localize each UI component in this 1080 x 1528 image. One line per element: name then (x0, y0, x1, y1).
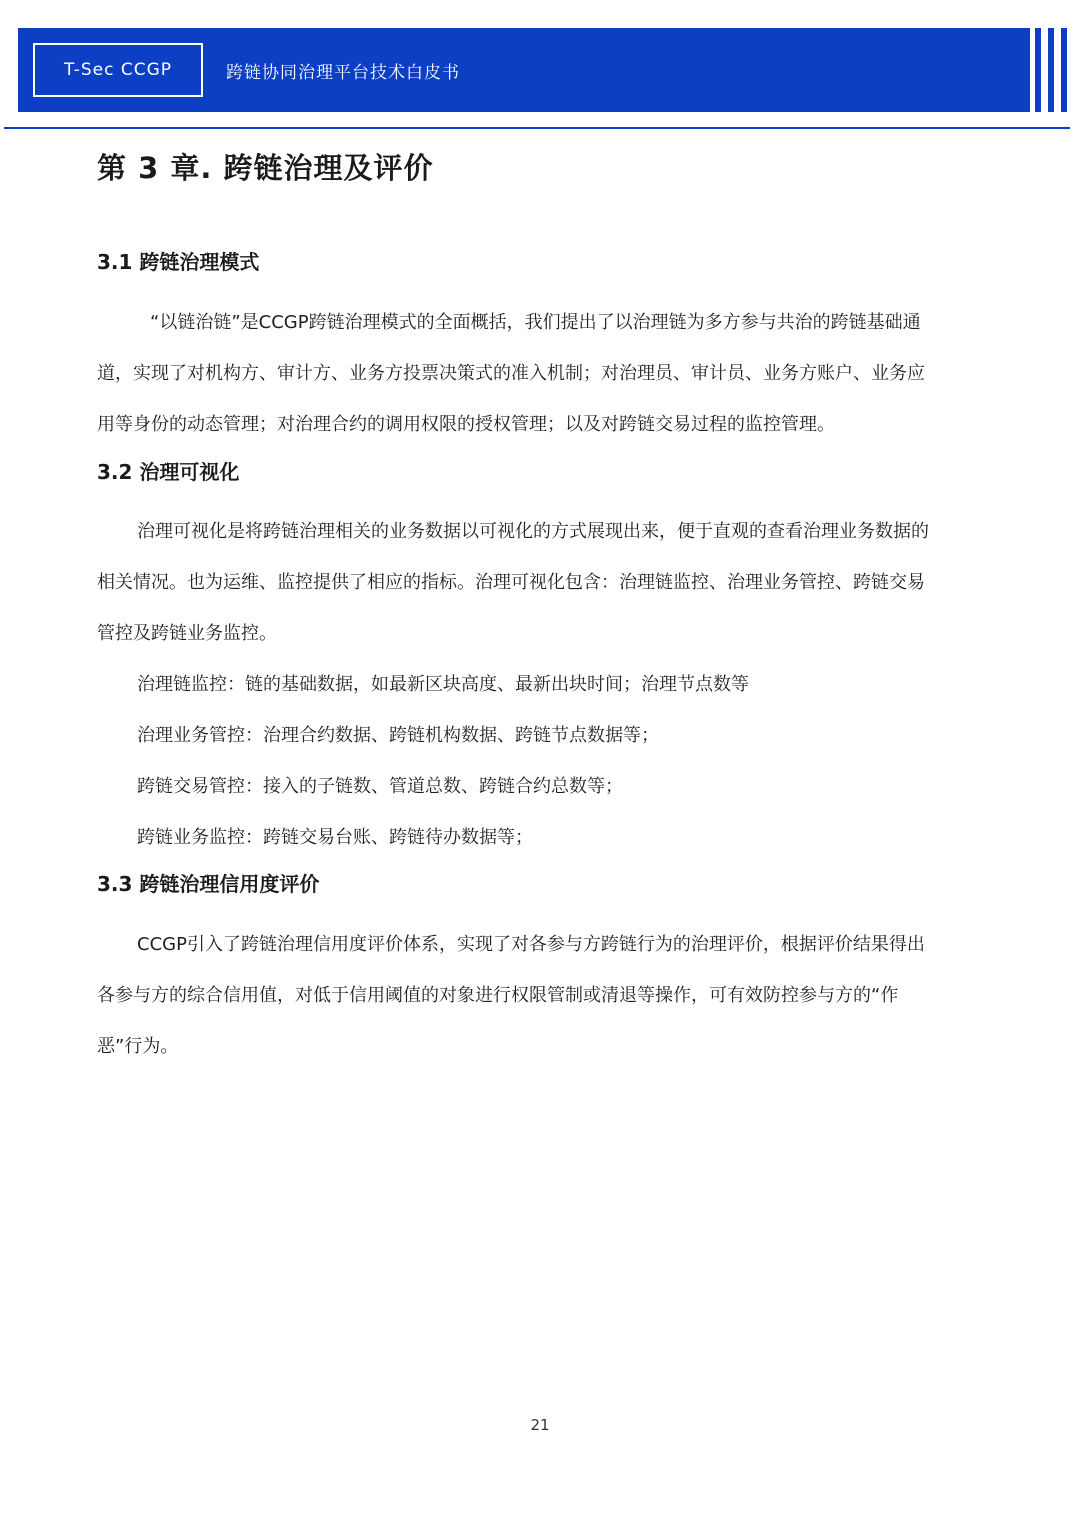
paragraph-line: 道，实现了对机构方、审计方、业务方投票决策式的准入机制；对治理员、审计员、业务方账户、业务应 (97, 363, 925, 384)
list-item: 治理业务管控：治理合约数据、跨链机构数据、跨链节点数据等； (137, 725, 659, 746)
list-item: 跨链业务监控：跨链交易台账、跨链待办数据等； (137, 827, 533, 848)
header-stripe (1035, 28, 1041, 112)
list-item: 跨链交易管控：接入的子链数、管道总数、跨链合约总数等； (137, 776, 623, 797)
paragraph-line: CCGP引入了跨链治理信用度评价体系，实现了对各参与方跨链行为的治理评价，根据评价结果得出 (137, 934, 925, 955)
paragraph-line: 相关情况。也为运维、监控提供了相应的指标。治理可视化包含：治理链监控、治理业务管控、跨链交易 (97, 572, 925, 593)
page-number: 21 (530, 1416, 550, 1434)
header-stripe (1061, 28, 1067, 112)
paragraph-line: 恶”行为。 (97, 1036, 179, 1057)
paragraph-line: 各参与方的综合信用值，对低于信用阈值的对象进行权限管制或清退等操作，可有效防控参与方的“作 (97, 985, 899, 1006)
header-divider (4, 127, 1070, 129)
paragraph-line: 用等身份的动态管理；对治理合约的调用权限的授权管理；以及对跨链交易过程的监控管理。 (97, 414, 835, 435)
header-logo: T-Sec CCGP (33, 43, 203, 97)
section-heading: 3.1 跨链治理模式 (97, 250, 260, 274)
section-heading: 3.2 治理可视化 (97, 460, 240, 484)
header-stripe (1048, 28, 1054, 112)
paragraph-line: “以链治链”是CCGP跨链治理模式的全面概括，我们提出了以治理链为多方参与共治的跨链基础通 (150, 312, 921, 333)
chapter-title: 第 3 章. 跨链治理及评价 (97, 151, 434, 185)
paragraph-line: 治理可视化是将跨链治理相关的业务数据以可视化的方式展现出来，便于直观的查看治理业务数据的 (137, 521, 929, 542)
list-item: 治理链监控：链的基础数据，如最新区块高度、最新出块时间；治理节点数等 (137, 674, 749, 695)
paragraph-line: 管控及跨链业务监控。 (97, 623, 277, 644)
section-heading: 3.3 跨链治理信用度评价 (97, 872, 320, 896)
header-title: 跨链协同治理平台技术白皮书 (226, 63, 460, 83)
